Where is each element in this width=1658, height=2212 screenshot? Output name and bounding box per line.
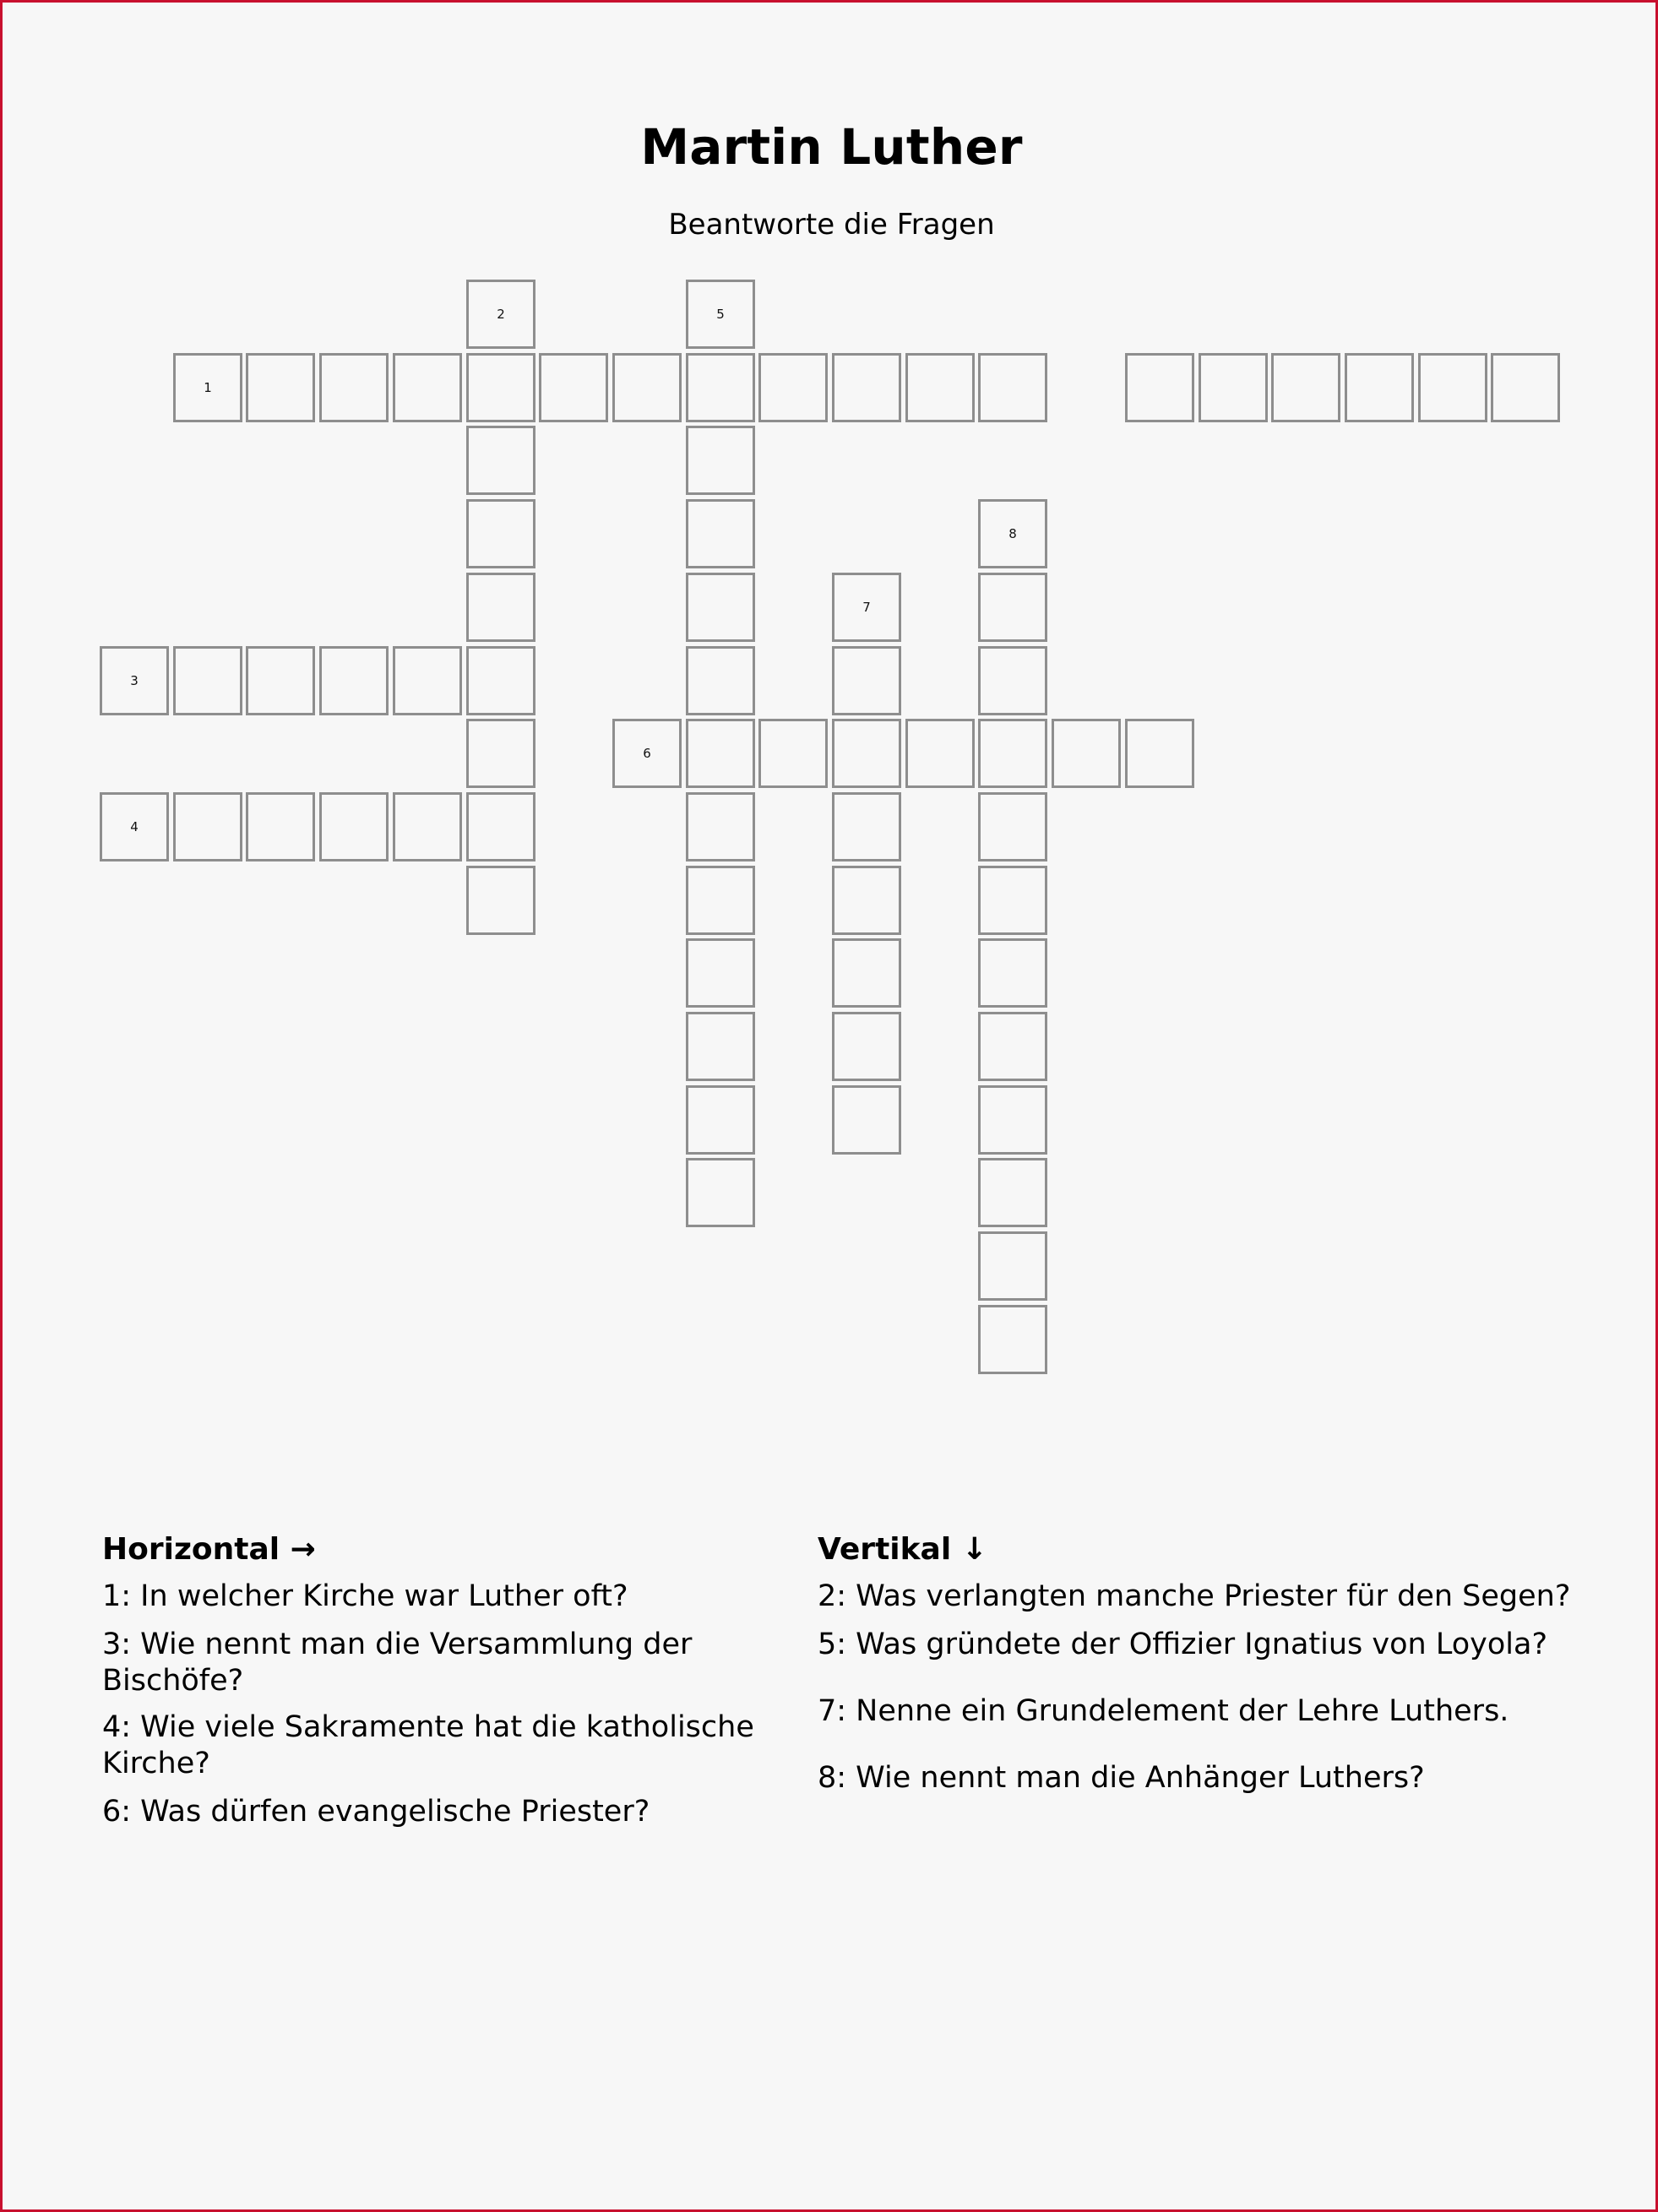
crossword-cell[interactable]: [978, 1012, 1047, 1081]
crossword-cell[interactable]: [466, 719, 535, 788]
page-title: Martin Luther: [640, 118, 1023, 176]
crossword-cell[interactable]: [1271, 353, 1340, 422]
crossword-cell[interactable]: [978, 866, 1047, 935]
crossword-cell[interactable]: [686, 792, 755, 861]
clue-number-2: 2: [497, 307, 505, 322]
crossword-cell[interactable]: [832, 719, 901, 788]
crossword-cell[interactable]: [686, 938, 755, 1008]
crossword-cell[interactable]: [173, 353, 242, 422]
crossword-cell[interactable]: [978, 938, 1047, 1008]
crossword-cell[interactable]: [905, 353, 975, 422]
crossword-cell[interactable]: [832, 573, 901, 642]
clue-number-8: 8: [1008, 526, 1017, 541]
crossword-cell[interactable]: [466, 866, 535, 935]
crossword-cell[interactable]: [686, 1158, 755, 1227]
crossword-cell[interactable]: [319, 792, 389, 861]
crossword-cell[interactable]: [466, 573, 535, 642]
crossword-cell[interactable]: [686, 353, 755, 422]
crossword-cell[interactable]: [832, 1012, 901, 1081]
crossword-cell[interactable]: [978, 792, 1047, 861]
crossword-cell[interactable]: [1199, 353, 1268, 422]
crossword-cell[interactable]: [978, 646, 1047, 715]
crossword-cell[interactable]: [466, 353, 535, 422]
down-clue-7: 7: Nenne ein Grundelement der Lehre Luthers.: [818, 1694, 1509, 1729]
crossword-cell[interactable]: [832, 353, 901, 422]
crossword-cell[interactable]: [686, 280, 755, 349]
crossword-cell[interactable]: [978, 1305, 1047, 1374]
crossword-cell[interactable]: [246, 353, 315, 422]
crossword-cell[interactable]: [612, 353, 682, 422]
across-clue-3: 3: Wie nennt man die Versammlung der Bischöfe?: [102, 1628, 693, 1698]
crossword-cell[interactable]: [393, 646, 462, 715]
clue-number-1: 1: [204, 380, 212, 395]
down-heading: Vertikal ↓: [818, 1532, 987, 1567]
crossword-cell[interactable]: [1418, 353, 1487, 422]
crossword-cell[interactable]: [466, 646, 535, 715]
crossword-cell[interactable]: [978, 353, 1047, 422]
crossword-cell[interactable]: [319, 353, 389, 422]
crossword-cell[interactable]: [905, 719, 975, 788]
crossword-cell[interactable]: [1345, 353, 1414, 422]
crossword-cell[interactable]: [978, 1158, 1047, 1227]
down-clue-spacer: [818, 1675, 1578, 1693]
crossword-cell[interactable]: [686, 573, 755, 642]
crossword-cell[interactable]: [978, 1231, 1047, 1301]
crossword-cell[interactable]: [978, 499, 1047, 568]
crossword-cell[interactable]: [686, 866, 755, 935]
crossword-cell[interactable]: [1125, 719, 1194, 788]
crossword-cell[interactable]: [246, 646, 315, 715]
crossword-cell[interactable]: [393, 353, 462, 422]
across-clue-4: 4: Wie viele Sakramente hat die katholische Kirche?: [102, 1710, 754, 1781]
clue-number-7: 7: [862, 600, 871, 615]
crossword-cell[interactable]: [1491, 353, 1560, 422]
clue-number-5: 5: [716, 307, 725, 322]
crossword-cell[interactable]: [100, 646, 169, 715]
crossword-cell[interactable]: [686, 1085, 755, 1155]
crossword-cell[interactable]: [758, 353, 828, 422]
clue-number-3: 3: [130, 673, 139, 688]
clue-number-6: 6: [643, 746, 651, 761]
down-clues: [818, 1523, 1578, 1808]
crossword-cell[interactable]: [1125, 353, 1194, 422]
crossword-cell[interactable]: [832, 866, 901, 935]
crossword-cell[interactable]: [978, 719, 1047, 788]
across-clue-1: 1: In welcher Kirche war Luther oft?: [102, 1579, 628, 1614]
crossword-cell[interactable]: [832, 792, 901, 861]
down-clue-5: 5: Was gründete der Offizier Ignatius von Loyola?: [818, 1628, 1548, 1662]
crossword-cell[interactable]: [686, 499, 755, 568]
crossword-cell[interactable]: [686, 1012, 755, 1081]
crossword-cell[interactable]: [832, 646, 901, 715]
crossword-cell[interactable]: [466, 499, 535, 568]
crossword-cell[interactable]: [466, 426, 535, 495]
down-clue-2: 2: Was verlangten manche Priester für den Segen?: [818, 1579, 1571, 1614]
crossword-cell[interactable]: [173, 646, 242, 715]
crossword-cell[interactable]: [978, 1085, 1047, 1155]
crossword-cell[interactable]: [686, 426, 755, 495]
down-clue-8: 8: Wie nennt man die Anhänger Luthers?: [818, 1761, 1425, 1796]
crossword-cell[interactable]: [612, 719, 682, 788]
crossword-cell[interactable]: [466, 792, 535, 861]
across-heading: Horizontal →: [102, 1532, 316, 1567]
crossword-cell[interactable]: [173, 792, 242, 861]
across-clue-6: 6: Was dürfen evangelische Priester?: [102, 1795, 650, 1829]
page-subtitle: Beantworte die Fragen: [668, 208, 995, 242]
crossword-cell[interactable]: [686, 646, 755, 715]
down-clue-spacer: [818, 1742, 1578, 1760]
clue-number-4: 4: [130, 819, 139, 834]
crossword-cell[interactable]: [978, 573, 1047, 642]
across-clues: [102, 1523, 812, 1842]
crossword-cell[interactable]: [686, 719, 755, 788]
crossword-cell[interactable]: [246, 792, 315, 861]
crossword-cell[interactable]: [832, 1085, 901, 1155]
crossword-cell[interactable]: [466, 280, 535, 349]
crossword-cell[interactable]: [319, 646, 389, 715]
crossword-cell[interactable]: [539, 353, 608, 422]
crossword-cell[interactable]: [1052, 719, 1121, 788]
crossword-cell[interactable]: [100, 792, 169, 861]
crossword-cell[interactable]: [758, 719, 828, 788]
crossword-cell[interactable]: [393, 792, 462, 861]
crossword-grid: [3, 3, 1658, 1438]
crossword-cell[interactable]: [832, 938, 901, 1008]
